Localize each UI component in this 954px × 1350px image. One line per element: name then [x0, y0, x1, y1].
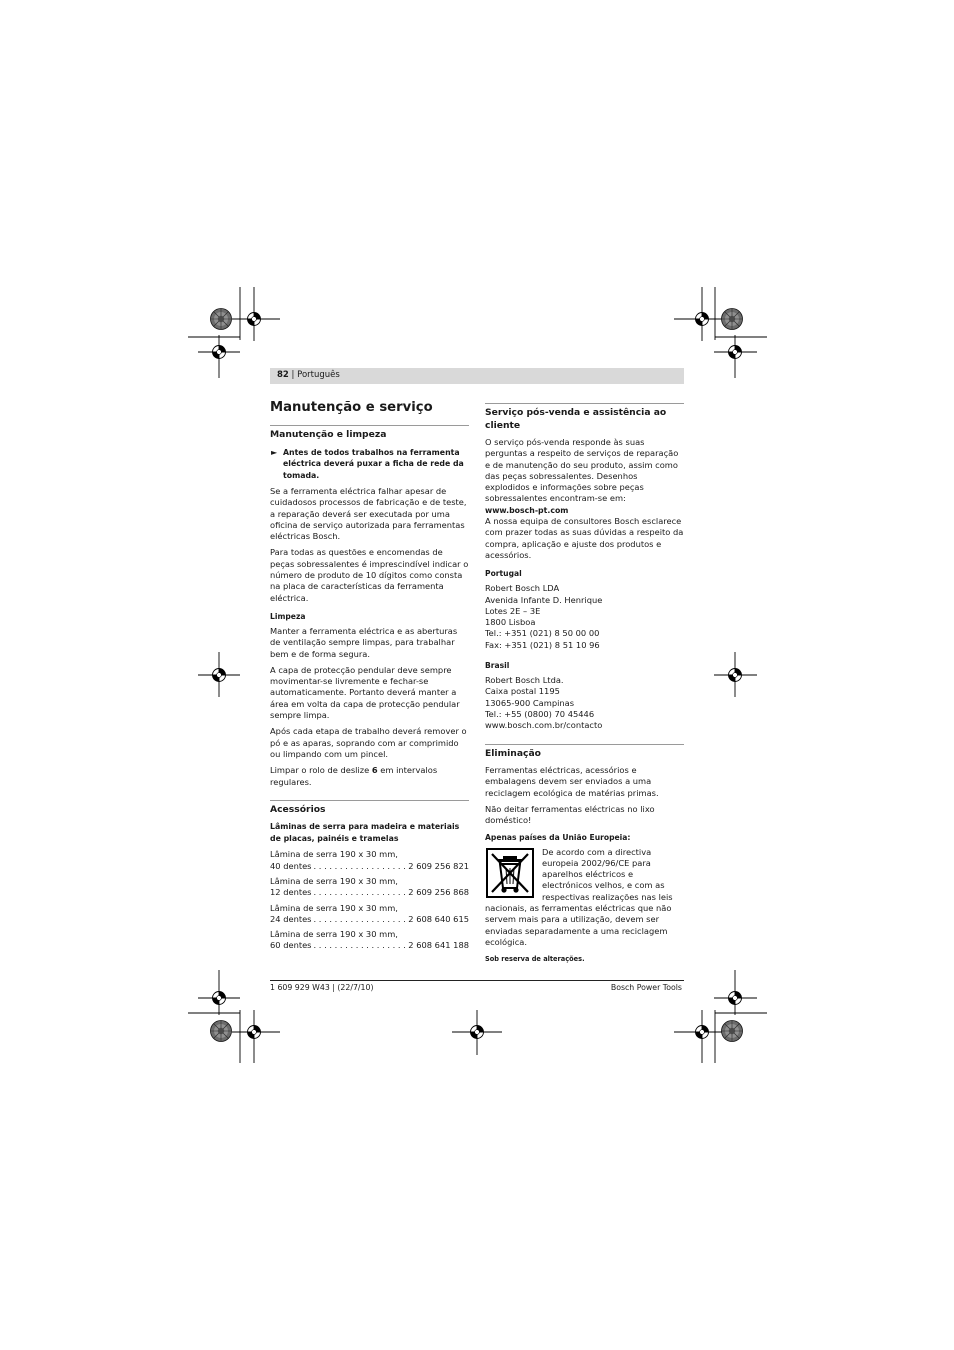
brasil-heading: Brasil — [485, 661, 510, 671]
consultants-paragraph: A nossa equipa de consultores Bosch esclarece com prazer todas as suas dúvidas a respeito da compra, aplicação e ajuste dos produtos e acessórios. — [485, 516, 684, 560]
accessory-blade: Lâmina de serra 190 x 30 mm, — [270, 849, 398, 860]
address-line: www.bosch.com.br/contacto — [485, 720, 603, 731]
spare-parts-paragraph: Para todas as questões e encomendas de peças sobressalentes é imprescindível indicar o número de produto de 10 dígitos como consta na placa de características da ferramenta eléctrica. — [270, 547, 469, 603]
accessory-line — [270, 914, 469, 925]
crossed-out-wheelie-bin-icon — [486, 848, 534, 898]
accessory-teeth: 60 dentes — [270, 940, 312, 951]
page-number: 82 — [277, 370, 289, 380]
cleaning-4-num: 6 — [371, 765, 378, 776]
website-link[interactable]: www.bosch-pt.com — [485, 505, 569, 515]
footer-divider — [270, 980, 684, 981]
footer-document-code: 1 609 929 W43 | (22/7/10) — [270, 983, 374, 992]
accessory-part-number: 2 609 256 868 — [408, 887, 469, 898]
accessory-blade: Lâmina de serra 190 x 30 mm, — [270, 929, 398, 940]
portugal-address — [485, 583, 684, 651]
service-paragraph: O serviço pós-venda responde às suas perguntas a respeito de serviços de reparação e de manutenção do seu produto, assim como das peças sobressalentes. Desenhos explodidos e informações sobre peças sobressalentes encontram-se em: — [485, 437, 679, 504]
address-line: Robert Bosch LDA — [485, 583, 560, 594]
warning-note — [270, 447, 469, 482]
page-header — [277, 370, 340, 381]
right-column — [485, 398, 684, 964]
accessory-teeth: 24 dentes — [270, 913, 312, 924]
address-line: Caixa postal 1195 — [485, 686, 560, 697]
page-title: Manutenção e serviço — [270, 400, 433, 415]
brasil-address — [485, 675, 684, 731]
cleaning-4-post: em intervalos regulares. — [270, 765, 438, 787]
footer-brand: Bosch Power Tools — [610, 983, 682, 992]
address-line: Avenida Infante D. Henrique — [485, 594, 603, 605]
accessory-item — [270, 903, 469, 926]
accessories-heading: Acessórios — [270, 800, 469, 817]
address-line: 13065-900 Campinas — [485, 697, 575, 708]
accessory-part-number: 2 608 641 188 — [408, 940, 469, 951]
leader-dots — [312, 940, 406, 951]
cleaning-paragraph-4 — [270, 765, 469, 788]
accessory-blade: Lâmina de serra 190 x 30 mm, — [270, 875, 398, 886]
repair-paragraph: Se a ferramenta eléctrica falhar apesar de cuidadosos processos de fabricação e de teste, a reparação deverá ser executada por uma oficina de serviço autorizada para ferramentas eléctricas Bosch. — [270, 486, 467, 542]
accessory-teeth: 12 dentes — [270, 887, 312, 898]
accessory-blade: Lâmina de serra 190 x 30 mm, — [270, 902, 398, 913]
accessory-part-number: 2 608 640 615 — [408, 913, 469, 924]
eu-directive-text: De acordo com a directiva europeia 2002/96/CE para aparelhos eléctricos e electrónicos velhos, e com as respectivas realizações nas leis nacionais, as ferramentas eléctricas que não servem mais para a utilização, devem ser enviadas separadamente a uma reciclagem ecológica. — [485, 846, 673, 947]
maintenance-heading: Manutenção e limpeza — [270, 425, 469, 442]
warning-text: Antes de todos trabalhos na ferramenta eléctrica deverá puxar a ficha de rede da tomada. — [283, 447, 464, 480]
address-line: Tel.: +55 (0800) 70 45446 — [485, 708, 595, 719]
accessories-subheading: Lâminas de serra para madeira e materiais de placas, painéis e tramelas — [270, 822, 460, 843]
address-line: Fax: +351 (021) 8 51 10 96 — [485, 639, 600, 650]
cleaning-heading: Limpeza — [270, 611, 306, 621]
leader-dots — [312, 914, 406, 925]
reserve-note: Sob reserva de alterações. — [485, 955, 585, 964]
accessory-item — [270, 876, 469, 899]
accessory-item — [270, 929, 469, 952]
triangle-right-icon: ► — [271, 447, 278, 457]
leader-dots — [312, 887, 406, 898]
disposal-paragraph-1: Ferramentas eléctricas, acessórios e embalagens devem ser enviados a uma reciclagem ecológica de matérias primas. — [485, 765, 659, 798]
disposal-heading: Eliminação — [485, 744, 684, 761]
accessory-teeth: 40 dentes — [270, 860, 312, 871]
eu-directive-block — [485, 847, 684, 949]
accessory-line — [270, 861, 469, 872]
address-line: 1800 Lisboa — [485, 617, 536, 628]
accessory-part-number: 2 609 256 821 — [408, 860, 469, 871]
address-line: Robert Bosch Ltda. — [485, 675, 564, 686]
cleaning-paragraph-3: Após cada etapa de trabalho deverá remover o pó e as aparas, soprando com ar comprimido ou limpando com um pincel. — [270, 726, 467, 759]
left-column — [270, 398, 469, 956]
leader-dots — [312, 861, 406, 872]
cleaning-paragraph-2: A capa de protecção pendular deve sempre movimentar-se livremente e fechar-se automaticamente. Portanto deverá manter a área em volta da capa de protecção pendular sempre limpa. — [270, 664, 460, 721]
address-line: Lotes 2E – 3E — [485, 605, 541, 616]
accessory-item — [270, 849, 469, 872]
cleaning-paragraph-1: Manter a ferramenta eléctrica e as aberturas de ventilação sempre limpas, para trabalhar bem e de forma segura. — [270, 625, 458, 659]
eu-heading: Apenas países da União Europeia: — [485, 832, 631, 842]
accessory-line — [270, 887, 469, 898]
header-separator: | — [291, 370, 295, 380]
disposal-paragraph-2: Não deitar ferramentas eléctricas no lixo doméstico! — [485, 803, 655, 826]
address-line: Tel.: +351 (021) 8 50 00 00 — [485, 628, 600, 639]
header-language: Português — [297, 370, 340, 380]
cleaning-4-pre: Limpar o rolo de deslize — [270, 765, 370, 776]
service-heading: Serviço pós-venda e assistência ao cliente — [485, 403, 684, 432]
accessory-line — [270, 940, 469, 951]
portugal-heading: Portugal — [485, 569, 522, 579]
